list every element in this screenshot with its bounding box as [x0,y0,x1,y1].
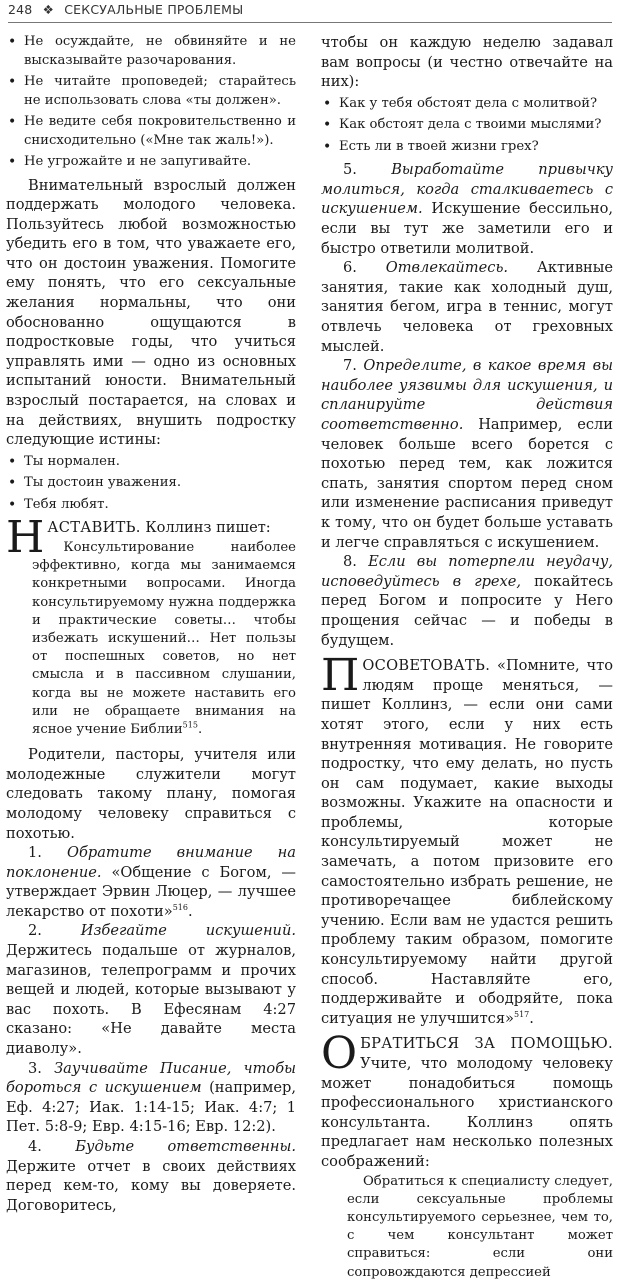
blockquote: Консультирование наиболее эффективно, когда мы занимаемся конкретными вопросами. Иногда консультируемому нужна поддержка и практические советы… чтобы избежать искушений… Нет пользы от поспешных советов, но нет смысла и в пассивном слушании, когда вы не можете наставить его или не обращаете внимания на ясное учение Библии$^{515}$. [32,539,296,737]
list-item: • Не читайте проповедей; старайтесь не использовать слова «ты должен». [6,73,296,110]
numbered-item-2: 2. Избегайте искушений. Держитесь подальше от журналов, магазинов, телепрограмм и прочих вещей и людей, которые вызывают у вас похоть. В Ефесянам 4:27 сказано: «Не давайте места диаволу». [6,922,296,1058]
item-emphasis: Выработайте привычку молиться, когда сталкиваетесь с искушением. [321,161,613,218]
footnote-ref: 517 [514,1009,530,1019]
drop-cap: О [321,1028,358,1080]
ornament-icon: ❖ [42,2,55,17]
numbered-item-1: 1. Обратите внимание на поклонение. «Общение с Богом, — утверждает Эрвин Люцер, — лучшее лекарство от похоти»$^{516}$. [6,844,296,920]
blockquote [347,1173,613,1282]
header-rule [8,22,612,23]
item-emphasis: Заучивайте Писание, чтобы бороться с искушением [6,1059,296,1097]
paragraph: Родители, пасторы, учителя или молодежные служители могут следовать такому плану, помогая молодому человеку справиться с похотью. [6,746,296,842]
paragraph: Внимательный взрослый должен поддержать молодого человека. Пользуйтесь любой возможностью убедить его в том, что уважаете его, что он достоин уважения. Помогите ему понять, что его сексуальные желания нормальны, что они обоснованно ощущаются в подростковые годы, что учиться управлять ими — одно из основных испытаний юности. Внимательный взрослый постарается, на словах и на действиях, внушить подростку следующие истины: [6,176,296,449]
bullet-list-truths [6,453,296,515]
drop-cap: П [321,650,360,702]
quote-text: Консультирование наиболее эффективно, когда мы занимаемся конкретными вопросами. Иногда консультируемому нужна поддержка и практические советы… чтобы избежать искушений… Нет пользы от поспешных советов, но нет смысла и в пассивном слушании, когда вы не можете наставить его или не обращаете внимания на ясное учение Библии [32,539,296,737]
list-item: • Есть ли в твоей жизни грех? [321,138,613,157]
section-obratitsya [321,1028,613,1171]
section-heading: АСТАВИТЬ. [47,519,141,537]
left-column [6,33,296,1215]
item-emphasis: Определите, в какое время вы наиболее уязвимы для искушения, и спланируйте действия соответственно. [321,357,613,433]
item-emphasis: Избегайте искушений. [80,922,296,940]
section-text: «Помните, что людям проще меняться, — пишет Коллинз, — если они сами хотят этого, если у них есть внутренняя мотивация. Не говорите подростку, что ему делать, но пусть он сам подумает, какие выходы возможны. Укажите на опасности и проблемы, которые консультируемый может не замечать, а потом призовите его самостоятельно избрать решение, не противоречащее библейскому учению. Если вам не удастся решить проблему таким образом, помогите консультируемому найти другой способ. Наставляйте его, поддерживайте и ободряйте, пока ситуация не улучшится» [321,657,613,1027]
footnote-ref: 515 [182,720,198,730]
list-item: • Тебя любят. [6,496,296,515]
numbered-item-6: 6. Отвлекайтесь. Активные занятия, такие как холодный душ, занятия бегом, игра в теннис, могут отвлечь человека от греховных мыслей. [321,259,614,355]
bullet-list-questions [321,95,613,157]
list-item: • Ты нормален. [6,453,296,472]
numbered-item-4: 4. Будьте ответственны. Держите отчет в своих действиях перед кем-то, кому вы доверяете. Договоритесь, [6,1138,296,1214]
right-column [321,33,613,1288]
quote-text: Обратиться к специалисту следует, если сексуальные проблемы консультируемого серьезнее, чем то, с чем консультант может справиться: если они сопровождаются депрессией [347,1173,613,1280]
list-item: • Не ведите себя покровительственно и снисходительно («Мне так жаль!»). [6,113,296,150]
numbered-item-8: 8. Если вы потерпели неудачу, исповедуйтесь в грехе, покайтесь перед Богом и попросите у Него прощения сейчас — и победы в будущем. [321,553,614,649]
item-emphasis: Если вы потерпели неудачу, исповедуйтесь в грехе, [321,553,613,590]
drop-cap: Н [6,512,45,564]
item-emphasis: Отвлекайтесь. [385,259,509,277]
list-item: • Как обстоят дела с твоими мыслями? [321,116,613,135]
section-heading: ОСОВЕТОВАТЬ. [362,657,491,675]
numbered-item-7: 7. Определите, в какое время вы наиболее уязвимы для искушения, и спланируйте действия соответственно. Например, если человек больше всего борется с похотью перед тем, как ложится спать, занятия спортом перед сном или изменение расписания приведут к тому, что он будет больше уставать и легче справляться с искушением. [321,357,614,551]
paragraph-continued: чтобы он каждую неделю задавал вам вопросы (и честно отвечайте на них): [321,34,613,91]
section-nastavit [6,512,296,564]
list-item: • Не угрожайте и не запугивайте. [6,153,296,172]
section-heading: БРАТИТЬСЯ ЗА ПОМОЩЬЮ. [360,1035,613,1053]
page-number: 248 [8,2,33,17]
page-header [8,2,612,22]
numbered-item-3: 3. Заучивайте Писание, чтобы бороться с искушением (например, Еф. 4:27; Иак. 1:14-15; Иак. 4:7; 1 Пет. 5:8-9; Евр. 4:15-16; Евр. 12:2). [6,1059,296,1136]
section-posovetovat: ПОСОВЕТОВАТЬ. «Помните, что людям проще меняться, — пишет Коллинз, — если они сами хотят этого, если у них есть внутренняя мотивация. Не говорите подростку, что ему делать, но пусть он сам подумает, какие выходы возможны. Укажите на опасности и проблемы, которые консультируемый может не замечать, а потом призовите его самостоятельно избрать решение, не противоречащее библейскому учению. Если вам не удастся решить проблему таким образом, помогите консультируемому найти другой способ. Наставляйте его, поддерживайте и ободряйте, пока ситуация не улучшится»$^{517}$. [321,650,613,1027]
numbered-item-5: 5. Выработайте привычку молиться, когда сталкиваетесь с искушением. Искушение бессильно, если вы тут же заметили его и быстро ответили молитвой. [321,161,613,257]
section-text: Учите, что молодому человеку может понадобиться помощь профессионального христианского консультанта. Коллинз опять предлагает нам несколько полезных соображений: [321,1055,613,1170]
bullet-list-top [6,33,296,172]
section-intro: Коллинз пишет: [145,519,271,537]
list-item: • Как у тебя обстоят дела с молитвой? [321,95,613,114]
item-emphasis: Обратите внимание на поклонение. [6,844,296,881]
list-item: • Ты достоин уважения. [6,474,296,493]
list-item: • Не осуждайте, не обвиняйте и не высказывайте разочарования. [6,33,296,70]
chapter-title: СЕКСУАЛЬНЫЕ ПРОБЛЕМЫ [64,2,244,17]
footnote-ref: 516 [172,903,188,913]
item-emphasis: Будьте ответственны. [75,1138,296,1156]
